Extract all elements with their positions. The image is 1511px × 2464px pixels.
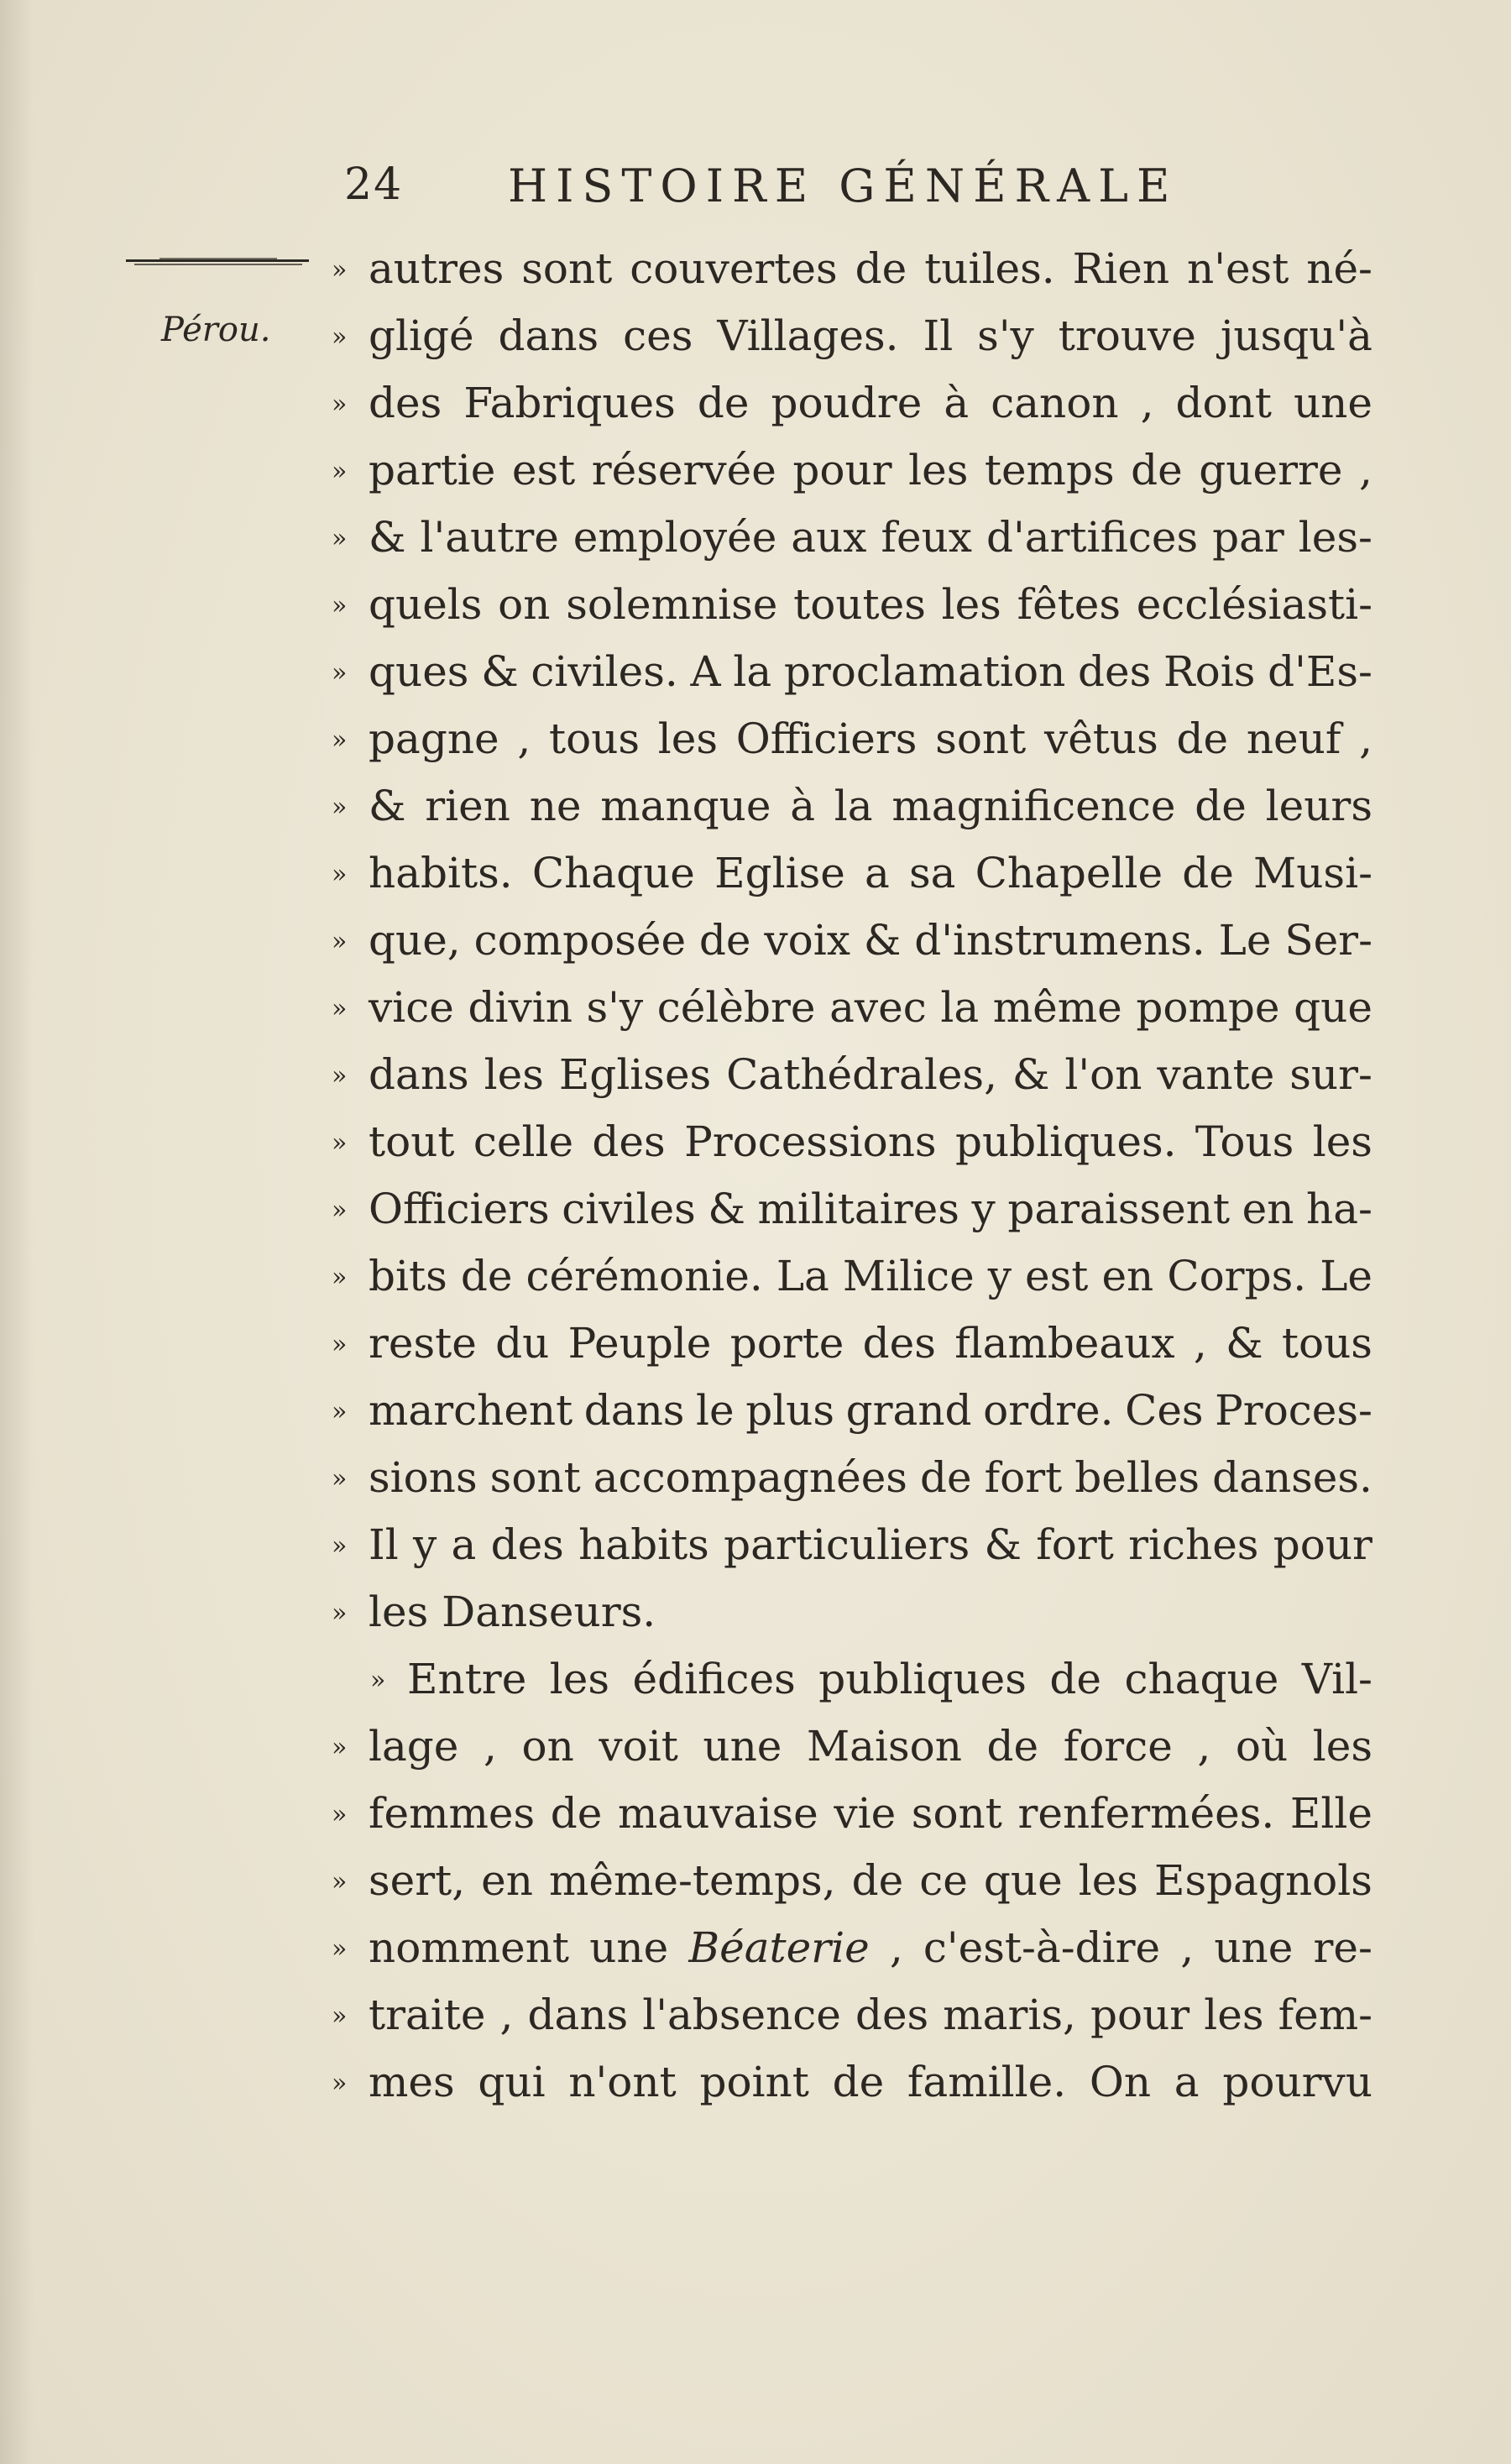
word: , [1140,379,1154,427]
word: en [1242,1185,1294,1233]
quotation-mark: » [332,1531,348,1561]
word: cérémonie. [525,1252,763,1300]
word: Ces [1125,1386,1204,1435]
word: & [708,1185,745,1233]
word: marchent [369,1386,573,1435]
word: & [863,916,902,965]
word: sur- [1289,1050,1372,1099]
word: tout [369,1117,455,1166]
word: Musi- [1253,849,1372,897]
text-line [332,772,1372,840]
text-line [332,1242,1372,1310]
word: la [733,647,772,696]
quotation-mark: » [332,1800,348,1829]
quotation-mark: » [332,1598,348,1628]
word: ques [369,647,469,696]
word: ha- [1306,1185,1372,1233]
word: maris, [943,1991,1076,2039]
word: la [834,782,873,830]
word: pour [1090,1991,1190,2039]
word: bits [369,1252,447,1300]
word: le [696,1386,735,1435]
text-line [332,1444,1372,1511]
word: sont [521,244,613,293]
word: des [855,1991,929,2039]
word: Béaterie [688,1923,870,1972]
word: où [1235,1722,1289,1771]
word: Corps. [1167,1252,1307,1300]
word: en [481,1856,533,1905]
word: on [498,580,551,629]
word: sont [489,1453,581,1502]
word: Vil- [1301,1655,1372,1703]
word: Peuple [567,1319,712,1368]
word: Espagnols [1153,1856,1372,1905]
quotation-mark: » [332,860,348,889]
word: Entre [407,1655,527,1703]
word: même-temps, [549,1856,836,1905]
word: nomment [369,1923,570,1972]
word: gligé [369,311,474,360]
word: du [495,1319,550,1368]
word: que, [369,916,461,965]
word: Processions [684,1117,937,1166]
word: femmes [369,1789,536,1838]
word: mes [369,2058,455,2106]
word: d'instrumens. [914,916,1205,965]
text-line [332,1914,1372,1981]
word: lage [369,1722,459,1771]
word: les [549,1655,610,1703]
word: s'y [586,983,644,1032]
text-line [332,907,1372,974]
word: accompagnées [593,1453,907,1502]
quotation-mark: » [332,725,348,755]
word: Tous [1195,1117,1294,1166]
word: de [1131,446,1183,494]
word: c'est-à-dire [923,1923,1161,1972]
word: On [1089,2058,1152,2106]
word: Rien [1072,244,1170,293]
quotation-mark: » [332,2001,348,2031]
word: Fabriques [463,379,676,427]
word: , [483,1722,497,1771]
word: une [703,1722,782,1771]
word: Officiers [369,1185,550,1233]
word: fêtes [1017,580,1121,629]
word: sions [369,1453,478,1502]
word: l'on [1064,1050,1142,1099]
word: danses. [1212,1453,1372,1502]
word: a [865,849,890,897]
word: , [889,1923,903,1972]
word: , [517,714,531,763]
word: a [1174,2058,1200,2106]
text-line [332,1310,1372,1377]
word: vie [834,1789,897,1838]
quotation-mark: » [332,1867,348,1896]
word: temps [984,446,1115,494]
word: employée [573,513,777,562]
word: de [550,1789,603,1838]
margin-rule-ornament [126,258,309,269]
word: des [1078,647,1152,696]
word: tous [549,714,640,763]
word: ne [529,782,582,830]
word: manque [600,782,771,830]
word: aux [791,513,867,562]
quotation-mark: » [332,255,348,285]
quotation-mark: » [332,994,348,1023]
word: des [490,1520,564,1569]
word: & [369,513,406,562]
word: Elle [1289,1789,1372,1838]
word: militaires [757,1185,959,1233]
word: à [944,379,970,427]
word: vice [369,983,454,1032]
word: sont [911,1789,1002,1838]
word: Il [369,1520,399,1569]
word: pagne [369,714,499,763]
quotation-mark: » [332,1733,348,1762]
text-line [332,1981,1372,2048]
word: trouve [1058,311,1196,360]
word: leurs [1265,782,1372,830]
text-line [332,1377,1372,1444]
word: de [919,1453,972,1502]
word: Chaque [531,849,695,897]
word: ces [623,311,693,360]
body-text [332,235,1372,2116]
page-number: 24 [344,160,404,210]
word: y [987,1252,1012,1300]
text-line [332,638,1372,705]
word: Danseurs. [442,1588,656,1636]
quotation-mark: » [370,1666,386,1695]
word: l'absence [642,1991,841,2039]
word: de [986,1722,1039,1771]
word: grand [845,1386,972,1435]
word: mauvaise [618,1789,818,1838]
word: n'ont [568,2058,677,2106]
word: même [992,983,1122,1032]
word: Ser- [1284,916,1372,965]
word: publiques. [954,1117,1177,1166]
word: solemnise [566,580,778,629]
word: à [790,782,816,830]
quotation-mark: » [332,524,348,553]
word: rien [425,782,510,830]
word: reste [369,1319,477,1368]
word: renfermées. [1017,1789,1275,1838]
word: a [451,1520,477,1569]
word: que [1294,983,1372,1032]
word: belles [1074,1453,1200,1502]
word: une [1214,1923,1294,1972]
quotation-mark: » [332,927,348,956]
word: & [1226,1319,1263,1368]
word: , [1193,1319,1207,1368]
quotation-mark: » [332,1128,348,1158]
word: , [1180,1923,1195,1972]
word: fort [984,1453,1063,1502]
word: re- [1313,1923,1372,1972]
word: habits [578,1520,709,1569]
word: les [1204,1991,1264,2039]
word: édifices [632,1655,796,1703]
word: ce [919,1856,968,1905]
word: y [413,1520,437,1569]
word: dans [369,1050,469,1099]
word: A [690,647,721,696]
word: on [521,1722,574,1771]
word: La [776,1252,829,1300]
word: , [499,1991,514,2039]
word: & [1012,1050,1050,1099]
word: Cathédrales, [726,1050,997,1099]
word: y [971,1185,996,1233]
word: de [697,379,750,427]
quotation-mark: » [332,793,348,822]
word: Proces- [1215,1386,1372,1435]
quotation-mark: » [332,390,348,419]
word: toutes [793,580,926,629]
word: , [1359,714,1372,763]
word: civiles. [531,647,678,696]
word: flambeaux [954,1319,1175,1368]
word: dont [1175,379,1272,427]
word: Rois [1163,647,1256,696]
word: plus [745,1386,835,1435]
text-line [332,705,1372,772]
word: est [1025,1252,1089,1300]
word: composée [473,916,687,965]
word: pompe [1136,983,1280,1032]
word: né- [1306,244,1372,293]
quotation-mark: » [332,2069,348,2098]
page-edge-shadow [0,0,34,2464]
text-line [332,302,1372,369]
word: canon [991,379,1119,427]
word: jusqu'à [1220,311,1372,360]
word: des [369,379,442,427]
word: , [1197,1722,1211,1771]
text-line [332,437,1372,504]
page-header [344,160,1268,218]
word: proclamation [783,647,1066,696]
text-line [332,504,1372,571]
word: celle [473,1117,574,1166]
word: des [592,1117,666,1166]
word: avec [829,983,927,1032]
word: riches [1128,1520,1259,1569]
word: , [1359,446,1372,494]
quotation-mark: » [332,1263,348,1292]
word: les [484,1050,544,1099]
quotation-mark: » [332,1330,348,1359]
word: force [1063,1722,1173,1771]
word: poudre [771,379,923,427]
word: fem- [1278,1991,1372,2039]
text-line [332,1175,1372,1242]
word: une [589,1923,669,1972]
word: dans [527,1991,629,2039]
word: ecclésiasti- [1136,580,1372,629]
word: & [481,647,519,696]
word: autres [369,244,505,293]
word: sont [935,714,1027,763]
word: de [832,2058,885,2106]
word: sa [908,849,956,897]
word: fort [1036,1520,1114,1569]
word: n'est [1187,244,1289,293]
word: paraissent [1007,1185,1231,1233]
word: publiques [818,1655,1027,1703]
word: pour [792,446,892,494]
word: pourvu [1222,2058,1372,2106]
word: sert, [369,1856,466,1905]
word: neuf [1246,714,1341,763]
word: Le [1218,916,1272,965]
quotation-mark: » [332,1934,348,1964]
word: point [699,2058,809,2106]
word: de [851,1856,904,1905]
word: de [1195,782,1247,830]
word: dans [498,311,599,360]
text-line [332,571,1372,638]
word: voix [764,916,850,965]
word: de [698,916,751,965]
word: feux [881,513,972,562]
word: Maison [806,1722,962,1771]
word: & [984,1520,1022,1569]
word: vêtus [1043,714,1158,763]
word: guerre [1199,446,1343,494]
word: s'y [977,311,1034,360]
quotation-mark: » [332,1195,348,1225]
word: de [1182,849,1234,897]
word: une [1293,379,1372,427]
word: réservée [591,446,776,494]
word: de [855,244,907,293]
text-line [332,840,1372,907]
quotation-mark: » [332,658,348,688]
word: l'autre [420,513,559,562]
text-line [332,1645,1372,1713]
word: qui [478,2058,546,2106]
quotation-mark: » [332,322,348,352]
word: divin [468,983,573,1032]
word: & [369,782,406,830]
text-line [332,2048,1372,2116]
word: d'artifices [986,513,1199,562]
word: de [460,1252,513,1300]
quotation-mark: » [332,457,348,486]
text-line [332,1041,1372,1108]
word: Villages. [717,311,899,360]
word: les [1312,1722,1372,1771]
word: les- [1298,513,1372,562]
word: Milice [842,1252,975,1300]
word: Eglises [558,1050,712,1099]
word: tuiles. [924,244,1055,293]
margin-note: Pérou. [161,311,271,349]
word: de [1176,714,1229,763]
text-line [332,369,1372,437]
word: célèbre [656,983,816,1032]
word: traite [369,1991,486,2039]
word: famille. [907,2058,1067,2106]
word: chaque [1124,1655,1279,1703]
word: civiles [562,1185,696,1233]
word: magnificence [891,782,1176,830]
quotation-mark: » [332,1061,348,1091]
text-line [332,1847,1372,1914]
word: en [1101,1252,1154,1300]
word: est [511,446,576,494]
word: les [369,1588,429,1636]
word: couvertes [630,244,838,293]
word: ordre. [983,1386,1114,1435]
text-line [332,1511,1372,1578]
word: d'Es- [1268,647,1372,696]
running-title: HISTOIRE GÉNÉRALE [508,160,1179,212]
word: vante [1157,1050,1275,1099]
word: partie [369,446,496,494]
text-line [332,974,1372,1041]
word: la [940,983,980,1032]
quotation-mark: » [332,1397,348,1426]
word: de [1049,1655,1102,1703]
word: Il [923,311,954,360]
text-line [332,1780,1372,1847]
word: porte [729,1319,844,1368]
quotation-mark: » [332,1464,348,1494]
word: que [983,1856,1063,1905]
word: tous [1281,1319,1372,1368]
word: les [1312,1117,1372,1166]
word: les [941,580,1001,629]
word: des [862,1319,936,1368]
word: habits. [369,849,513,897]
text-line [332,1713,1372,1780]
text-line [332,235,1372,302]
word: par [1212,513,1284,562]
word: dans [583,1386,685,1435]
word: Le [1320,1252,1372,1300]
word: Eglise [714,849,845,897]
word: pour [1273,1520,1372,1569]
word: quels [369,580,483,629]
word: Officiers [735,714,918,763]
word: les [657,714,719,763]
text-line [332,1578,1372,1645]
quotation-mark: » [332,591,348,620]
word: les [908,446,969,494]
word: voit [599,1722,678,1771]
word: les [1078,1856,1138,1905]
word: Chapelle [975,849,1163,897]
text-line [332,1108,1372,1175]
word: particuliers [724,1520,970,1569]
